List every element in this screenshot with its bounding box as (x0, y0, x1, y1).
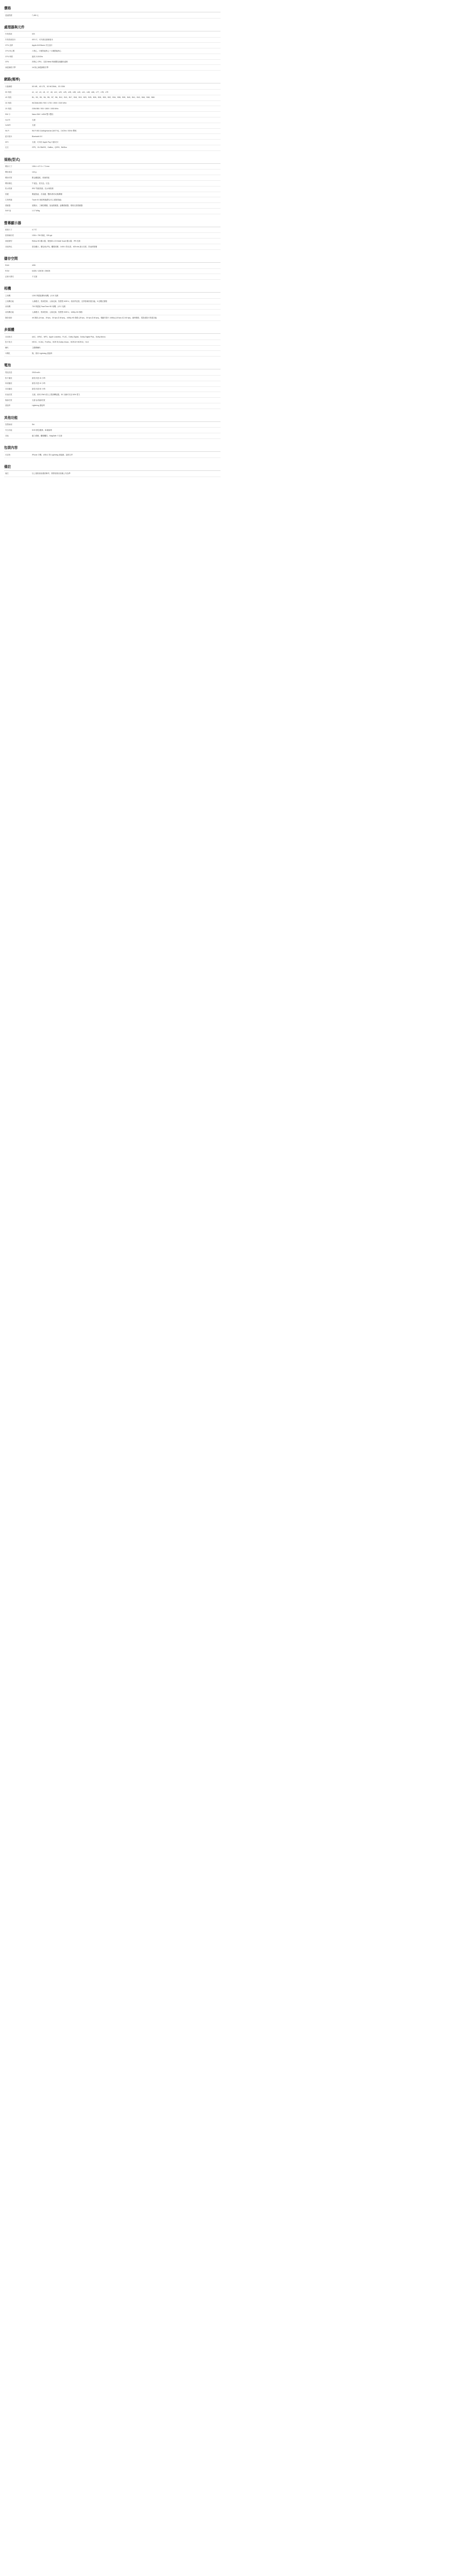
spec-row (4, 90, 220, 95)
spec-value: 4GB (31, 263, 220, 268)
spec-value: 5G NR、4G LTE、3G WCDMA、2G GSM (31, 84, 220, 89)
spec-value: 支援，使用 20W 或以上電源轉接器，30 分鐘可充至 50% 電力 (31, 392, 220, 398)
section-title: 電池 (4, 361, 220, 369)
spec-value: 1.17 W/kg (31, 208, 220, 214)
spec-row (4, 208, 220, 214)
spec-value: Apple A15 Bionic 仿生晶片 (31, 43, 220, 48)
spec-value: iPhone 手機、USB-C 對 Lightning 連接線、說明文件 (31, 452, 220, 457)
spec-key: 錄影規格 (4, 315, 31, 321)
spec-key: 主相機 (4, 293, 31, 298)
spec-key: 其他特色 (4, 244, 31, 250)
spec-value: 以上規格資訊僅供參考，實際規格以原廠公布為準 (31, 471, 220, 477)
spec-key: 4G 頻段 (4, 95, 31, 100)
spec-row (4, 233, 220, 239)
spec-value: 2018 mAh (31, 370, 220, 375)
spec-key: GPU (4, 59, 31, 65)
spec-value: AAC、APAC、MP3、Apple Lossless、FLAC、Dolby Digital、Dolby Digital Plus、Dolby Atmos (31, 334, 220, 340)
spec-value: 磁力感應、觸覺觸控、MagSafe 不支援 (31, 433, 220, 439)
spec-key: 機身重量 (4, 170, 31, 175)
spec-value: Touch ID 指紋辨識(整合於主畫面按鈕) (31, 197, 220, 203)
spec-row (4, 398, 220, 403)
spec-key: 內容物 (4, 452, 31, 457)
spec-row (4, 386, 220, 392)
spec-row (4, 95, 220, 100)
spec-row (4, 164, 220, 170)
spec-row (4, 298, 220, 304)
spec-row (4, 59, 220, 65)
spec-row (4, 263, 220, 268)
spec-key: 耳機孔 (4, 351, 31, 357)
spec-value: Nano-SIM + eSIM 雙卡雙待 (31, 112, 220, 117)
spec-row (4, 452, 220, 457)
spec-key: 行動網路 (4, 84, 31, 89)
spec-row (4, 123, 220, 128)
spec-key: 感應器 (4, 203, 31, 209)
spec-row (4, 112, 220, 117)
spec-key: 2G 頻段 (4, 106, 31, 112)
spec-sections (4, 4, 220, 477)
spec-key: 生物辨識 (4, 197, 31, 203)
section-title: 網路(頻率) (4, 75, 220, 83)
spec-value: 16 核心神經網路引擎 (31, 65, 220, 71)
spec-row (4, 244, 220, 250)
spec-row (4, 370, 220, 375)
spec-value: 700 萬畫素 FaceTime HD 相機，ƒ/2.2 光圈 (31, 304, 220, 310)
spec-row (4, 239, 220, 244)
spec-key: 安全功能 (4, 428, 31, 433)
section-title: 備註 (4, 463, 220, 471)
spec-value: 最長可達 15 小時 (31, 375, 220, 381)
spec-value: 最長可達 50 小時 (31, 386, 220, 392)
spec-row (4, 117, 220, 123)
spec-page (4, 4, 220, 482)
spec-value: Retina HD 顯示器，寬螢幕 LCD Multi-Touch 顯示器，IPS 技術 (31, 239, 220, 244)
spec-row (4, 84, 220, 89)
spec-value: 支援 (31, 123, 220, 128)
spec-key: 備註 (4, 471, 31, 477)
spec-key: SAR 值 (4, 208, 31, 214)
spec-key: 連接埠 (4, 403, 31, 409)
spec-row (4, 175, 220, 181)
spec-key: 快速充電 (4, 392, 31, 398)
spec-value: 支援 (31, 117, 220, 123)
spec-value: iOS (31, 32, 220, 37)
spec-row (4, 340, 220, 345)
spec-key: 影片播放 (4, 375, 31, 381)
spec-row (4, 197, 220, 203)
spec-value: 原彩顯示、廣色域 (P3)、觸覺回饋、1400:1 對比度、625 nits 最大亮度、防油漬塗層 (31, 244, 220, 250)
spec-value: 支援 Qi 無線充電 (31, 398, 220, 403)
spec-table (4, 452, 220, 458)
spec-row (4, 228, 220, 233)
section-title: 價格 (4, 4, 220, 12)
spec-value: 7,490 元 (31, 13, 220, 18)
section-title: 其他功能 (4, 414, 220, 422)
spec-value: 四核心 GPU，支援 Metal 與硬體加速圖形處理 (31, 59, 220, 65)
spec-value: Siri (31, 422, 220, 428)
spec-row (4, 48, 220, 54)
section-title: 包裝內容 (4, 444, 220, 452)
spec-row (4, 375, 220, 381)
spec-value: 人像模式、景深控制、人像光線、智慧型 HDR 4、原彩閃光燈、光學影像防震功能、5 倍數位變焦 (31, 298, 220, 304)
spec-key: CPU 時脈 (4, 54, 31, 59)
spec-key: 藍牙版本 (4, 134, 31, 140)
spec-key: 螢幕尺寸 (4, 228, 31, 233)
spec-value: 支援，可用於 Apple Pay 行動支付 (31, 140, 220, 145)
spec-key: 按鍵 (4, 192, 31, 197)
spec-key: 神經網路引擎 (4, 65, 31, 71)
spec-table (4, 422, 220, 439)
spec-table (4, 263, 220, 280)
spec-row (4, 310, 220, 315)
spec-row (4, 106, 220, 112)
spec-value: 不支援 (31, 274, 220, 280)
spec-table (4, 370, 220, 409)
spec-value: SOS 緊急服務、車禍偵測 (31, 428, 220, 433)
spec-row (4, 170, 220, 175)
spec-row (4, 32, 220, 37)
spec-key: 建議售價 (4, 13, 31, 18)
spec-value: 側邊按鈕、音量鍵、響鈴/靜音切換開關 (31, 192, 220, 197)
spec-value: 午夜色、星光色、紅色 (31, 180, 220, 186)
spec-value: GPS、GLONASS、Galileo、QZSS、BeiDou (31, 145, 220, 150)
spec-key: 作業系統 (4, 32, 31, 37)
spec-row (4, 334, 220, 340)
spec-row (4, 274, 220, 280)
spec-value: Bluetooth 5.0 (31, 134, 220, 140)
spec-row (4, 134, 220, 140)
spec-value: Wi-Fi 802.11a/b/g/n/ac/ax (Wi-Fi 6)，2.4GHz / 5GHz 雙頻 (31, 128, 220, 134)
spec-value: 六核心，2 顆效能核心 + 4 顆節能核心 (31, 48, 220, 54)
spec-row (4, 203, 220, 209)
spec-key: 定位 (4, 145, 31, 150)
spec-section (4, 156, 220, 214)
spec-key: VoWiFi (4, 123, 31, 128)
spec-row (4, 422, 220, 428)
spec-row (4, 293, 220, 298)
spec-row (4, 403, 220, 409)
spec-value: 無，使用 Lightning 連接埠 (31, 351, 220, 357)
spec-table (4, 164, 220, 214)
spec-row (4, 186, 220, 192)
section-title: 儲存空間 (4, 255, 220, 263)
spec-section (4, 255, 220, 280)
spec-key: 面板類型 (4, 239, 31, 244)
spec-value: 4K 錄影 (24 fps、25 fps、30 fps 或 60 fps)、1080p HD 錄影 (25 fps、30 fps 或 60 fps)、慢動作影片 1080p (120 fps 或 240 fps)、縮時錄影、電影級影片防震功能 (31, 315, 220, 321)
spec-value: 最長可達 10 小時 (31, 381, 220, 386)
spec-row (4, 192, 220, 197)
spec-table (4, 13, 220, 19)
spec-row (4, 65, 220, 71)
section-title: 相機 (4, 284, 220, 293)
spec-row (4, 54, 220, 59)
spec-section (4, 361, 220, 409)
section-title: 規格(型式) (4, 156, 220, 164)
spec-key: 無線充電 (4, 398, 31, 403)
section-title: 螢幕顯示器 (4, 219, 220, 227)
spec-key: 機身尺寸 (4, 164, 31, 170)
spec-key: CPU 品牌 (4, 43, 31, 48)
spec-section (4, 219, 220, 250)
spec-key: 喇叭 (4, 345, 31, 351)
spec-row (4, 471, 220, 477)
spec-value: 鋁金屬邊框，玻璃背板 (31, 175, 220, 181)
spec-value: 4.7 吋 (31, 228, 220, 233)
spec-value: B1、B2、B3、B4、B5、B7、B8、B12、B13、B17、B18、B19、B20、B25、B26、B28、B30、B32、B34、B38、B39、B40、B41、B42、B46、B48、B66 (31, 95, 220, 100)
spec-row (4, 315, 220, 321)
spec-key: 影片格式 (4, 340, 31, 345)
spec-table (4, 293, 220, 321)
spec-value: 144 g (31, 170, 220, 175)
spec-value: HEVC、H.264、ProRes、HDR 與 Dolby Vision、HDR10+/HDR10、HLG (31, 340, 220, 345)
spec-key: 電池容量 (4, 370, 31, 375)
spec-section (4, 75, 220, 150)
spec-key: RAM (4, 263, 31, 268)
spec-row (4, 180, 220, 186)
spec-row (4, 37, 220, 43)
spec-key: 串流播放 (4, 381, 31, 386)
spec-key: 螢幕解析度 (4, 233, 31, 239)
spec-section (4, 414, 220, 439)
spec-value: GSM 850 / 900 / 1800 / 1900 MHz (31, 106, 220, 112)
section-title: 處理器與元件 (4, 23, 220, 31)
spec-key: 主相機功能 (4, 298, 31, 304)
spec-row (4, 351, 220, 357)
spec-table (4, 471, 220, 477)
spec-key: 3G 頻段 (4, 100, 31, 106)
spec-section (4, 444, 220, 458)
spec-key: CPU 核心數 (4, 48, 31, 54)
spec-value: n1、n2、n3、n5、n7、n8、n12、n20、n25、n28、n38、n40、n41、n48、n66、n77、n78、n79 (31, 90, 220, 95)
spec-value: 1334 × 750 像素，326 ppi (31, 233, 220, 239)
spec-section (4, 4, 220, 19)
spec-section (4, 284, 220, 321)
spec-section (4, 23, 220, 71)
spec-key: 作業系統版本 (4, 37, 31, 43)
spec-key: 記憶卡擴充 (4, 274, 31, 280)
spec-key: 音訊格式 (4, 334, 31, 340)
spec-row (4, 43, 220, 48)
spec-value: 人像模式、景深控制、人像光線、智慧型 HDR 4、1080p HD 錄影 (31, 310, 220, 315)
section-title: 多媒體 (4, 326, 220, 334)
spec-row (4, 381, 220, 386)
spec-row (4, 268, 220, 274)
spec-value: 氣壓計、三軸陀螺儀、加速感應器、距離感應器、環境光度感應器 (31, 203, 220, 209)
spec-row (4, 100, 220, 106)
spec-value: IP67 等級防潑、抗水與防塵 (31, 186, 220, 192)
spec-key: 機身顏色 (4, 180, 31, 186)
spec-value: 138.4 × 67.3 × 7.3 mm (31, 164, 220, 170)
spec-table (4, 334, 220, 357)
spec-key: 前相機功能 (4, 310, 31, 315)
spec-row (4, 145, 220, 150)
spec-value: 立體聲喇叭 (31, 345, 220, 351)
spec-table (4, 84, 220, 150)
spec-key: VoLTE (4, 117, 31, 123)
spec-section (4, 326, 220, 357)
spec-row (4, 128, 220, 134)
spec-value: WCDMA 850 / 900 / 1700 / 1900 / 2100 MHz (31, 100, 220, 106)
spec-row (4, 13, 220, 18)
spec-key: 機身材質 (4, 175, 31, 181)
spec-key: 5G 頻段 (4, 90, 31, 95)
spec-value: 1200 萬畫素廣角相機，ƒ/1.8 光圈 (31, 293, 220, 298)
spec-row (4, 428, 220, 433)
spec-row (4, 392, 220, 398)
spec-row (4, 433, 220, 439)
spec-value: 64GB / 128GB / 256GB (31, 268, 220, 274)
spec-key: Wi-Fi (4, 128, 31, 134)
spec-value: iOS 17，可升級至最新版本 (31, 37, 220, 43)
spec-key: NFC (4, 140, 31, 145)
spec-key: SIM 卡 (4, 112, 31, 117)
spec-key: ROM (4, 268, 31, 274)
spec-row (4, 345, 220, 351)
spec-table (4, 228, 220, 250)
spec-key: 音訊播放 (4, 386, 31, 392)
spec-table (4, 32, 220, 71)
spec-key: 防水防塵 (4, 186, 31, 192)
spec-key: 智慧助理 (4, 422, 31, 428)
spec-row (4, 304, 220, 310)
spec-row (4, 140, 220, 145)
spec-section (4, 463, 220, 477)
spec-value: 最高 3.23GHz (31, 54, 220, 59)
spec-key: 前相機 (4, 304, 31, 310)
spec-key: 其他 (4, 433, 31, 439)
spec-value: Lightning 連接埠 (31, 403, 220, 409)
